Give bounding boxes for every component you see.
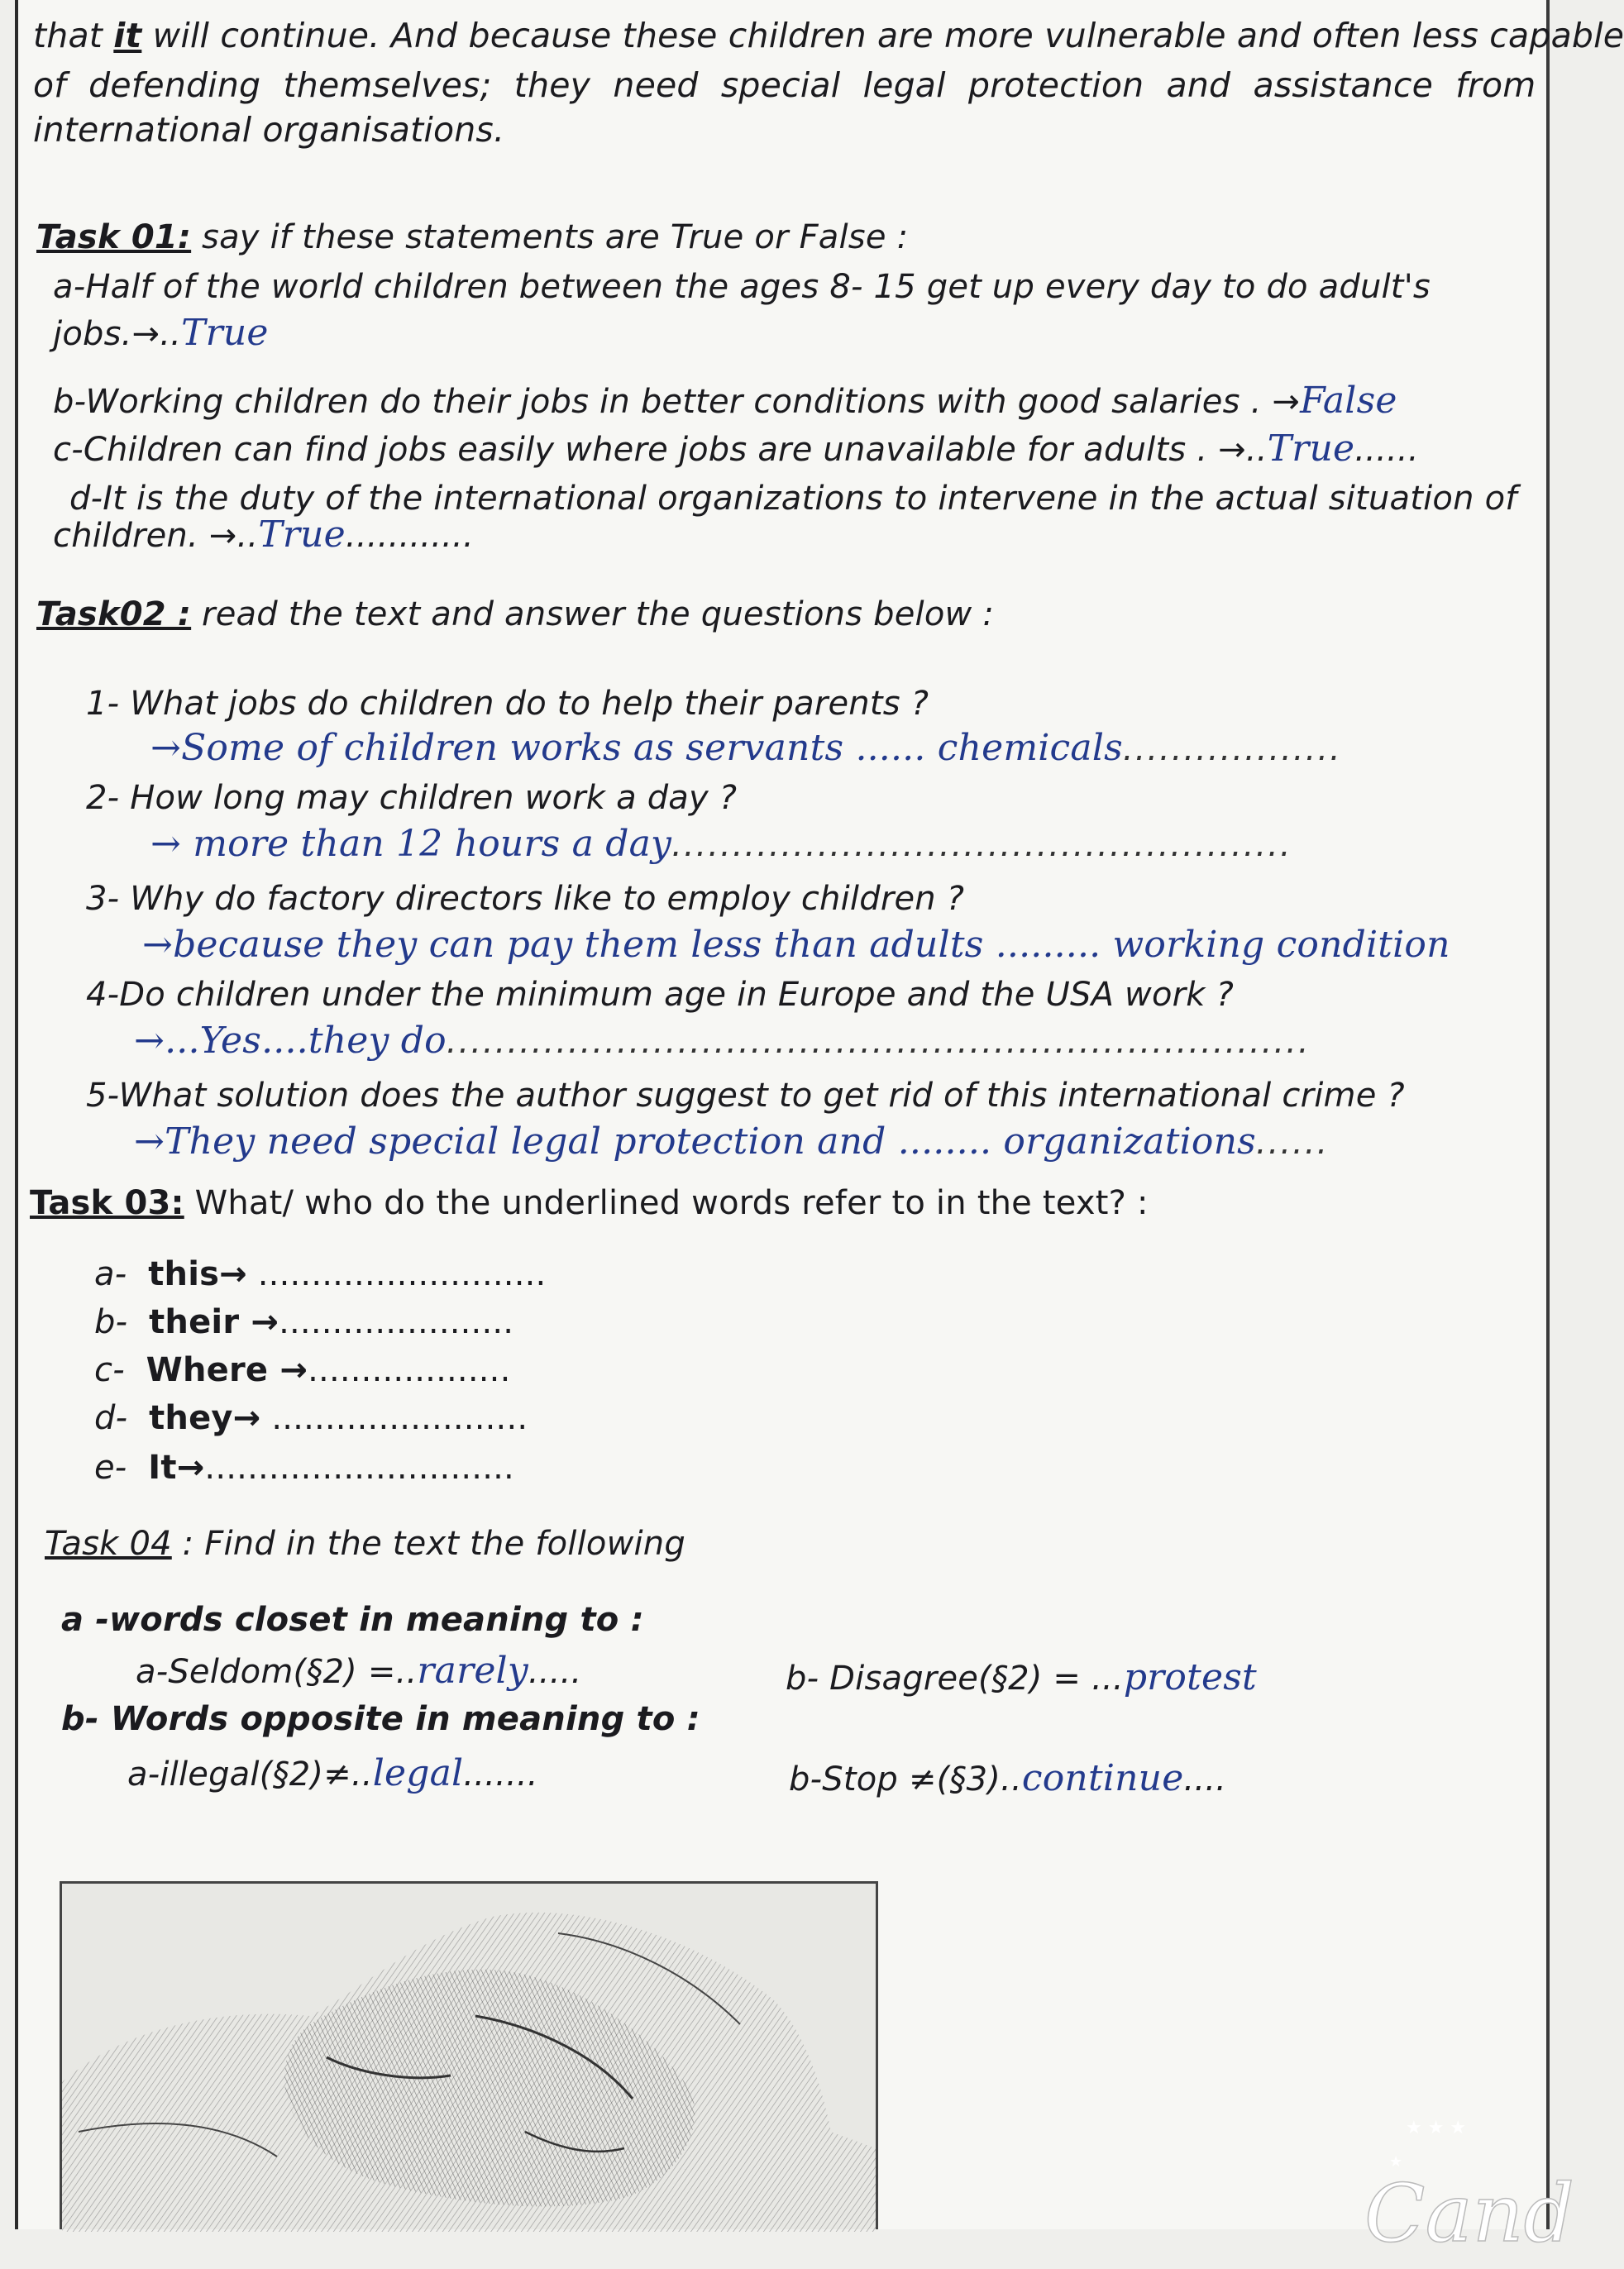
task1-statement-b: b-Working children do their jobs in better conditions with good salaries . →False bbox=[53, 380, 1397, 422]
task1-statement-d: d-It is the duty of the international organizations to intervene in the actual situation of bbox=[69, 480, 1517, 518]
underlined-word-it: it bbox=[113, 16, 142, 55]
intro-line-1: that it will continue. And because these children are more vulnerable and often less capable bbox=[33, 16, 1624, 55]
task2-answer-3: →because they can pay them less than adults ......... working condition bbox=[142, 924, 1450, 966]
task1-statement-c: c-Children can find jobs easily where jobs are unavailable for adults . →..True...... bbox=[53, 428, 1419, 470]
task2-question-2: 2- How long may children work a day ? bbox=[86, 779, 738, 817]
task4-disagree: b- Disagree(§2) = ...protest bbox=[786, 1656, 1257, 1698]
answer-a: True bbox=[181, 312, 269, 354]
task3-item-b: b- their →...................... bbox=[94, 1303, 514, 1341]
task2-answer-1: →Some of children works as servants ...... chemicals.................. bbox=[150, 727, 1342, 769]
task2-question-4: 4-Do children under the minimum age in Europe and the USA work ? bbox=[86, 976, 1234, 1014]
task2-answer-5: →They need special legal protection and ........ organizations...... bbox=[134, 1120, 1330, 1163]
task4-sub-a: a -words closet in meaning to : bbox=[61, 1601, 644, 1639]
task2-question-3: 3- Why do factory directors like to employ children ? bbox=[86, 880, 965, 918]
task2-answer-2: → more than 12 hours a day................................................... bbox=[150, 823, 1292, 865]
star-icon: ★ ★ ★ bbox=[1406, 2118, 1467, 2138]
task3-title: Task 03: What/ who do the underlined words refer to in the text? : bbox=[30, 1184, 1149, 1222]
task3-item-e: e- It→............................. bbox=[94, 1449, 514, 1487]
task4-sub-b: b- Words opposite in meaning to : bbox=[61, 1700, 700, 1738]
task2-title: Task02 : read the text and answer the questions below : bbox=[36, 595, 995, 633]
task4-illegal: a-illegal(§2)≠..legal....... bbox=[127, 1752, 538, 1794]
worksheet-page bbox=[15, 0, 1624, 2260]
task3-item-c: c- Where →................... bbox=[94, 1351, 511, 1389]
candy-camera-logo bbox=[1356, 2117, 1574, 2266]
task1-statement-d-cont: children. →..True............ bbox=[53, 514, 474, 556]
task3-item-a: a- this→ ........................... bbox=[94, 1255, 547, 1293]
task1-statement-a: a-Half of the world children between the ages 8- 15 get up every day to do adult's bbox=[53, 268, 1431, 306]
intro-line-3: international organisations. bbox=[33, 110, 505, 150]
task3-item-d: d- they→ ........................ bbox=[94, 1399, 528, 1437]
intro-line-2: of defending themselves; they need special legal protection and assistance from bbox=[33, 65, 1536, 105]
task4-seldom: a-Seldom(§2) =..rarely..... bbox=[136, 1650, 582, 1692]
task4-stop: b-Stop ≠(§3)..continue.... bbox=[789, 1757, 1227, 1799]
task4-title: Task 04 : Find in the text the following bbox=[45, 1525, 685, 1563]
answer-c: True bbox=[1267, 428, 1355, 470]
task2-answer-4: →...Yes....they do....................................................................... bbox=[134, 1020, 1311, 1062]
task1-statement-a-cont: jobs.→..True bbox=[53, 312, 269, 354]
task2-question-5: 5-What solution does the author suggest to get rid of this international crime ? bbox=[86, 1077, 1405, 1115]
answer-d: True bbox=[258, 514, 346, 556]
star-icon: ★ bbox=[1389, 2153, 1403, 2171]
task2-question-1: 1- What jobs do children do to help their parents ? bbox=[86, 685, 929, 723]
child-labor-sketch-image bbox=[60, 1881, 878, 2229]
task1-title: Task 01: say if these statements are True or False : bbox=[36, 218, 909, 256]
svg-text:Cand: Cand bbox=[1364, 2167, 1574, 2260]
answer-b: False bbox=[1300, 380, 1397, 422]
